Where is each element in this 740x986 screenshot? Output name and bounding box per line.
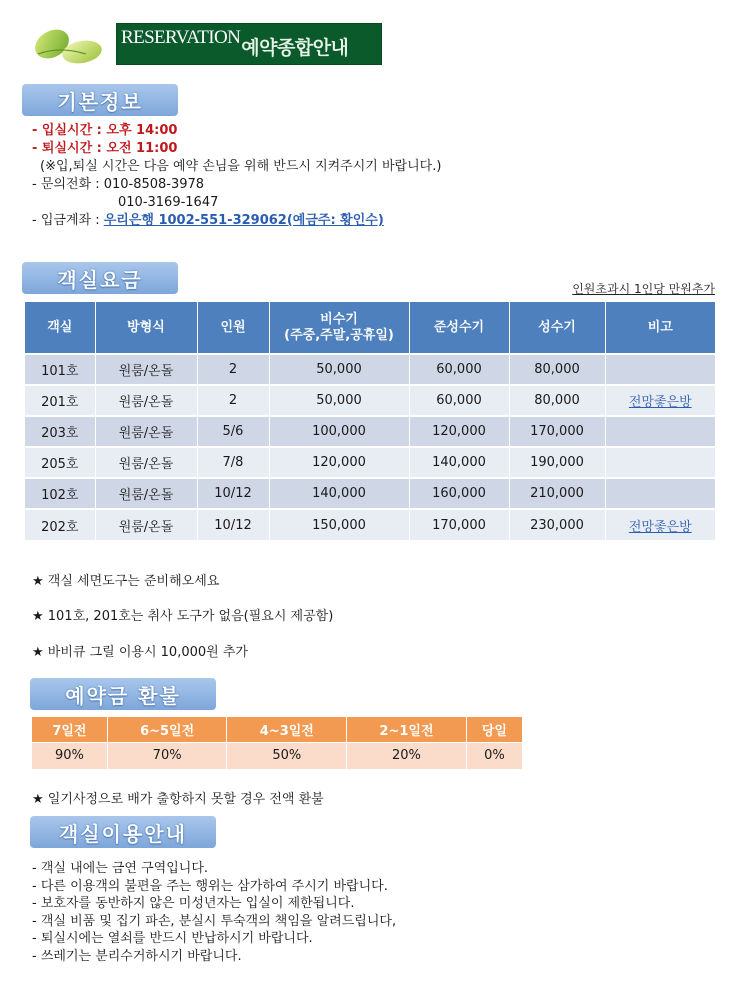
extra-person-note: 인원초과시 1인당 만원추가	[572, 282, 715, 296]
list-item: - 객실 내에는 금연 구역입니다.	[32, 861, 209, 876]
table-row	[25, 447, 715, 478]
refund-value: 50%	[227, 742, 347, 769]
type-cell: 원룸/온돌	[95, 478, 197, 509]
peak-cell: 170,000	[509, 416, 605, 447]
shoulder-cell: 170,000	[409, 509, 509, 540]
shoulder-cell: 160,000	[409, 478, 509, 509]
remarks-cell	[605, 478, 715, 509]
col-header-peak: 성수기	[509, 302, 605, 354]
checkout-time: - 퇴실시간 : 오전 11:00	[32, 141, 178, 156]
view-room-link[interactable]: 전망좋은방	[628, 519, 692, 535]
refund-header-6-5days: 6~5일전	[107, 717, 227, 742]
phone-number-2: 010-3169-1647	[118, 195, 219, 210]
peak-cell: 210,000	[509, 478, 605, 509]
section-title-usage: 객실이용안내	[30, 816, 216, 848]
capacity-cell: 2	[197, 354, 269, 385]
capacity-cell: 5/6	[197, 416, 269, 447]
refund-header-sameday: 당일	[466, 717, 522, 742]
type-cell: 원룸/온돌	[95, 509, 197, 540]
peak-cell: 230,000	[509, 509, 605, 540]
refund-header-7days: 7일전	[32, 717, 107, 742]
room-cell: 201호	[25, 385, 95, 416]
list-item: - 퇴실시에는 열쇠를 반드시 반납하시기 바랍니다.	[32, 931, 313, 946]
account-row	[32, 212, 441, 230]
room-cell: 203호	[25, 416, 95, 447]
leaf-logo-icon	[30, 22, 110, 68]
table-row	[25, 416, 715, 447]
note-bbq: ★ 바비큐 그릴 이용시 10,000원 추가	[32, 645, 248, 660]
room-cell: 101호	[25, 354, 95, 385]
peak-cell: 80,000	[509, 385, 605, 416]
room-cell: 202호	[25, 509, 95, 540]
note-cooking: ★ 101호, 201호는 취사 도구가 없음(필요시 제공함)	[32, 609, 334, 624]
list-item: - 보호자를 동반하지 않은 미성년자는 입실이 제한됩니다.	[32, 896, 355, 911]
offpeak-cell: 120,000	[269, 447, 409, 478]
offpeak-cell: 150,000	[269, 509, 409, 540]
col-header-offpeak	[269, 302, 409, 354]
capacity-cell: 7/8	[197, 447, 269, 478]
view-room-link[interactable]: 전망좋은방	[628, 395, 692, 410]
table-row	[25, 354, 715, 385]
refund-value: 70%	[107, 742, 227, 769]
offpeak-cell: 50,000	[269, 354, 409, 385]
refund-value: 90%	[32, 742, 107, 769]
remarks-cell	[605, 354, 715, 385]
shoulder-cell: 60,000	[409, 385, 509, 416]
remarks-cell	[605, 385, 715, 416]
shoulder-cell: 60,000	[409, 354, 509, 385]
page-header	[30, 18, 390, 68]
time-notice: (※입,퇴실 시간은 다음 예약 손님을 위해 반드시 지켜주시기 바랍니다.)	[40, 159, 442, 174]
usage-rules	[32, 860, 396, 965]
section-title-basic: 기본정보	[22, 84, 178, 116]
capacity-cell: 2	[197, 385, 269, 416]
room-cell: 102호	[25, 478, 95, 509]
phone-row	[32, 176, 441, 194]
section-title-rates: 객실요금	[22, 262, 178, 294]
account-label: - 입금계좌 :	[32, 213, 104, 228]
type-cell: 원룸/온돌	[95, 416, 197, 447]
refund-header-2-1days: 2~1일전	[347, 717, 467, 742]
col-header-remarks: 비고	[605, 302, 715, 354]
table-row	[25, 478, 715, 509]
shoulder-cell: 140,000	[409, 447, 509, 478]
col-header-capacity: 인원	[197, 302, 269, 354]
capacity-cell: 10/12	[197, 509, 269, 540]
remarks-cell	[605, 509, 715, 540]
offpeak-cell: 50,000	[269, 385, 409, 416]
refund-table	[32, 717, 522, 769]
offpeak-sublabel: (주중,주말,공휴일)	[284, 327, 394, 343]
banner-title-ko: 예약종합안내	[241, 36, 349, 59]
list-item: - 쓰레기는 분리수거하시기 바랍니다.	[32, 948, 242, 964]
phone-number-1: 010-8508-3978	[103, 177, 205, 192]
col-header-type: 방형식	[95, 302, 197, 354]
checkin-time: - 입실시간 : 오후 14:00	[32, 123, 178, 138]
peak-cell: 190,000	[509, 447, 605, 478]
shoulder-cell: 120,000	[409, 416, 509, 447]
type-cell: 원룸/온돌	[95, 447, 197, 478]
table-row	[25, 509, 715, 540]
account-number: 우리은행 1002-551-329062(예금주: 황인수)	[103, 213, 384, 228]
offpeak-cell: 100,000	[269, 416, 409, 447]
col-header-shoulder: 준성수기	[409, 302, 509, 354]
peak-cell: 80,000	[509, 354, 605, 385]
rates-table	[25, 302, 715, 540]
note-weather-refund: ★ 일기사정으로 배가 출항하지 못할 경우 전액 환불	[32, 792, 324, 807]
list-item: - 다른 이용객의 불편을 주는 행위는 삼가하여 주시기 바랍니다.	[32, 878, 388, 894]
section-title-refund: 예약금 환불	[30, 678, 216, 710]
list-item: - 객실 비품 및 집기 파손, 분실시 투숙객의 책임을 알려드립니다,	[32, 913, 397, 929]
remarks-cell	[605, 416, 715, 447]
rates-header-row	[25, 302, 715, 354]
reservation-banner	[116, 23, 382, 65]
banner-title-en: RESERVATION	[121, 27, 241, 48]
refund-value: 0%	[466, 742, 522, 769]
refund-header-4-3days: 4~3일전	[227, 717, 347, 742]
remarks-cell	[605, 447, 715, 478]
room-cell: 205호	[25, 447, 95, 478]
basic-info	[32, 122, 441, 230]
offpeak-label: 비수기	[320, 311, 358, 327]
note-toiletries: ★ 객실 세면도구는 준비해오세요	[32, 574, 220, 589]
type-cell: 원룸/온돌	[95, 385, 197, 416]
refund-header-row	[32, 717, 522, 742]
refund-values-row	[32, 742, 522, 769]
type-cell: 원룸/온돌	[95, 354, 197, 385]
refund-value: 20%	[347, 742, 467, 769]
phone-label: - 문의전화 :	[32, 177, 104, 192]
offpeak-cell: 140,000	[269, 478, 409, 509]
table-row	[25, 385, 715, 416]
capacity-cell: 10/12	[197, 478, 269, 509]
col-header-room: 객실	[25, 302, 95, 354]
